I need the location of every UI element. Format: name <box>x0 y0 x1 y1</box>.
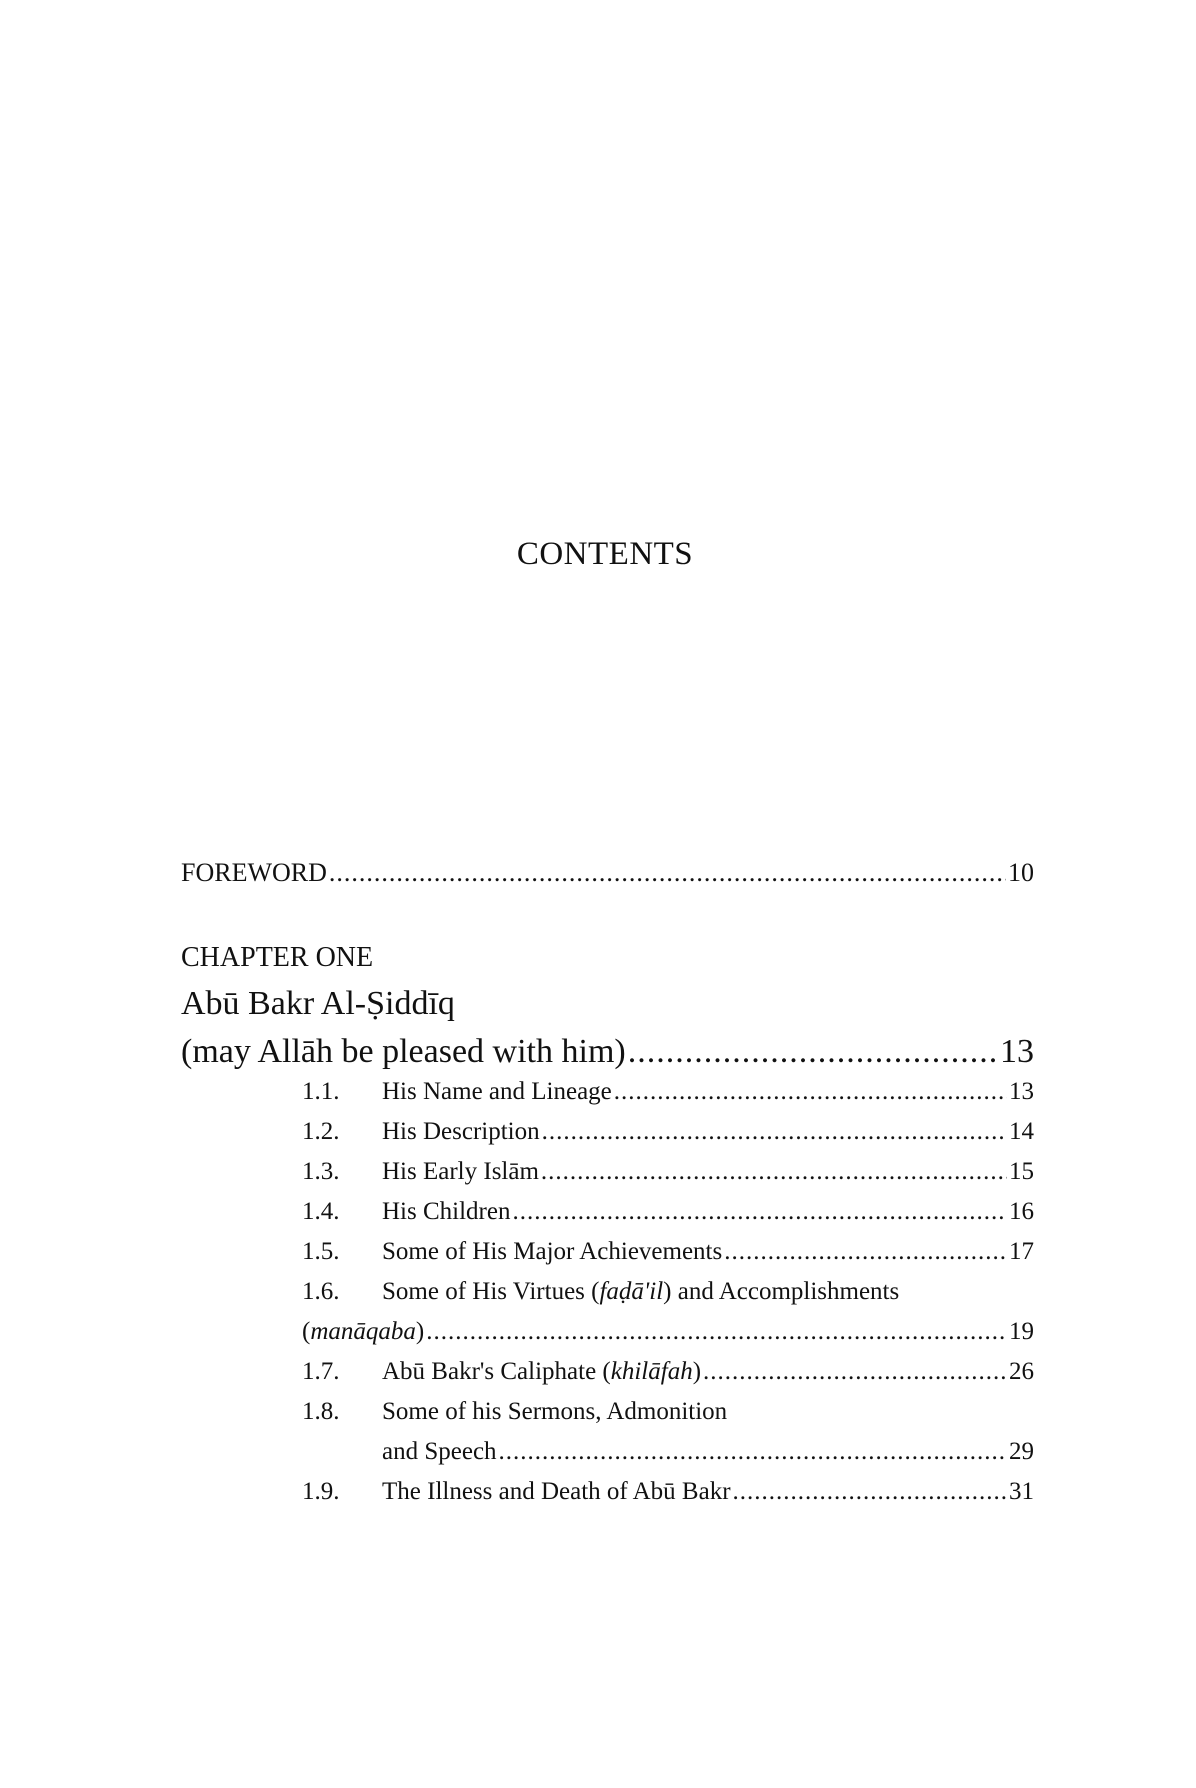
toc-label: His Early Islām <box>382 1158 539 1185</box>
section-number: 1.8. <box>302 1398 340 1425</box>
label-text: ( <box>302 1318 311 1345</box>
dot-leader <box>499 1438 1007 1466</box>
toc-page-number: 10 <box>1008 858 1034 887</box>
toc-page-number: 14 <box>1009 1118 1034 1145</box>
toc-entry-1-7[interactable] <box>382 1358 1034 1386</box>
dot-leader <box>542 1118 1007 1146</box>
toc-entry-1-3[interactable] <box>382 1158 1034 1186</box>
toc-page-number: 17 <box>1009 1238 1034 1265</box>
dot-leader <box>512 1198 1007 1226</box>
toc-page-number: 26 <box>1009 1358 1034 1385</box>
toc-entry-1-6-continued[interactable] <box>302 1318 1034 1346</box>
toc-label-continued: and Speech <box>382 1438 497 1465</box>
toc-entry-1-5[interactable] <box>382 1238 1034 1266</box>
label-italic-term: manāqaba <box>310 1318 416 1345</box>
dot-leader <box>628 1033 998 1071</box>
toc-label: His Children <box>382 1198 511 1225</box>
section-number: 1.2. <box>302 1118 340 1145</box>
page-title: CONTENTS <box>516 536 694 572</box>
toc-page-number: 19 <box>1009 1318 1034 1345</box>
toc-label[interactable]: Some of his Sermons, Admonition <box>382 1398 728 1425</box>
section-number: 1.6. <box>302 1278 340 1305</box>
toc-page-number: 29 <box>1009 1438 1034 1465</box>
toc-entry-1-8-continued[interactable] <box>382 1438 1034 1466</box>
toc-label[interactable] <box>382 1278 899 1306</box>
dot-leader <box>541 1158 1007 1186</box>
chapter-subtitle: (may Allāh be pleased with him) <box>181 1033 626 1070</box>
dot-leader <box>724 1238 1007 1266</box>
label-text: Abū Bakr's Caliphate ( <box>382 1358 611 1385</box>
toc-page-number: 15 <box>1009 1158 1034 1185</box>
label-italic-term: khilāfah <box>610 1358 693 1385</box>
label-text: Some of His Virtues ( <box>382 1278 600 1305</box>
label-text: ) <box>415 1318 425 1345</box>
section-number: 1.4. <box>302 1198 340 1225</box>
toc-entry-1-1[interactable] <box>382 1078 1034 1106</box>
toc-label-continued <box>302 1318 424 1346</box>
toc-label: The Illness and Death of Abū Bakr <box>382 1478 731 1505</box>
section-number: 1.5. <box>302 1238 340 1265</box>
section-number: 1.1. <box>302 1078 340 1105</box>
dot-leader <box>426 1318 1007 1346</box>
dot-leader <box>614 1078 1007 1106</box>
dot-leader <box>703 1358 1007 1386</box>
label-text: ) and Accomplishments <box>663 1278 900 1305</box>
toc-page-number: 31 <box>1009 1478 1034 1505</box>
section-number: 1.7. <box>302 1358 340 1385</box>
section-number: 1.3. <box>302 1158 340 1185</box>
section-number: 1.9. <box>302 1478 340 1505</box>
toc-page-number: 13 <box>1000 1033 1034 1070</box>
toc-label: Some of His Major Achievements <box>382 1238 723 1265</box>
chapter-heading: CHAPTER ONE <box>181 942 374 973</box>
toc-page-number: 13 <box>1009 1078 1034 1105</box>
dot-leader <box>329 858 1006 888</box>
toc-entry-1-4[interactable] <box>382 1198 1034 1226</box>
toc-label <box>382 1358 701 1386</box>
toc-label: FOREWORD <box>181 858 327 887</box>
toc-entry-1-9[interactable] <box>382 1478 1034 1506</box>
label-italic-term: faḍā'il <box>599 1278 664 1305</box>
label-text: ) <box>692 1358 702 1385</box>
toc-entry-foreword[interactable] <box>181 858 1034 888</box>
toc-page-number: 16 <box>1009 1198 1034 1225</box>
toc-label: His Description <box>382 1118 540 1145</box>
dot-leader <box>733 1478 1007 1506</box>
toc-entry-1-2[interactable] <box>382 1118 1034 1146</box>
toc-label: His Name and Lineage <box>382 1078 612 1105</box>
chapter-name: Abū Bakr Al-Ṣiddīq <box>181 985 455 1022</box>
toc-entry-chapter-one[interactable] <box>181 1033 1034 1071</box>
